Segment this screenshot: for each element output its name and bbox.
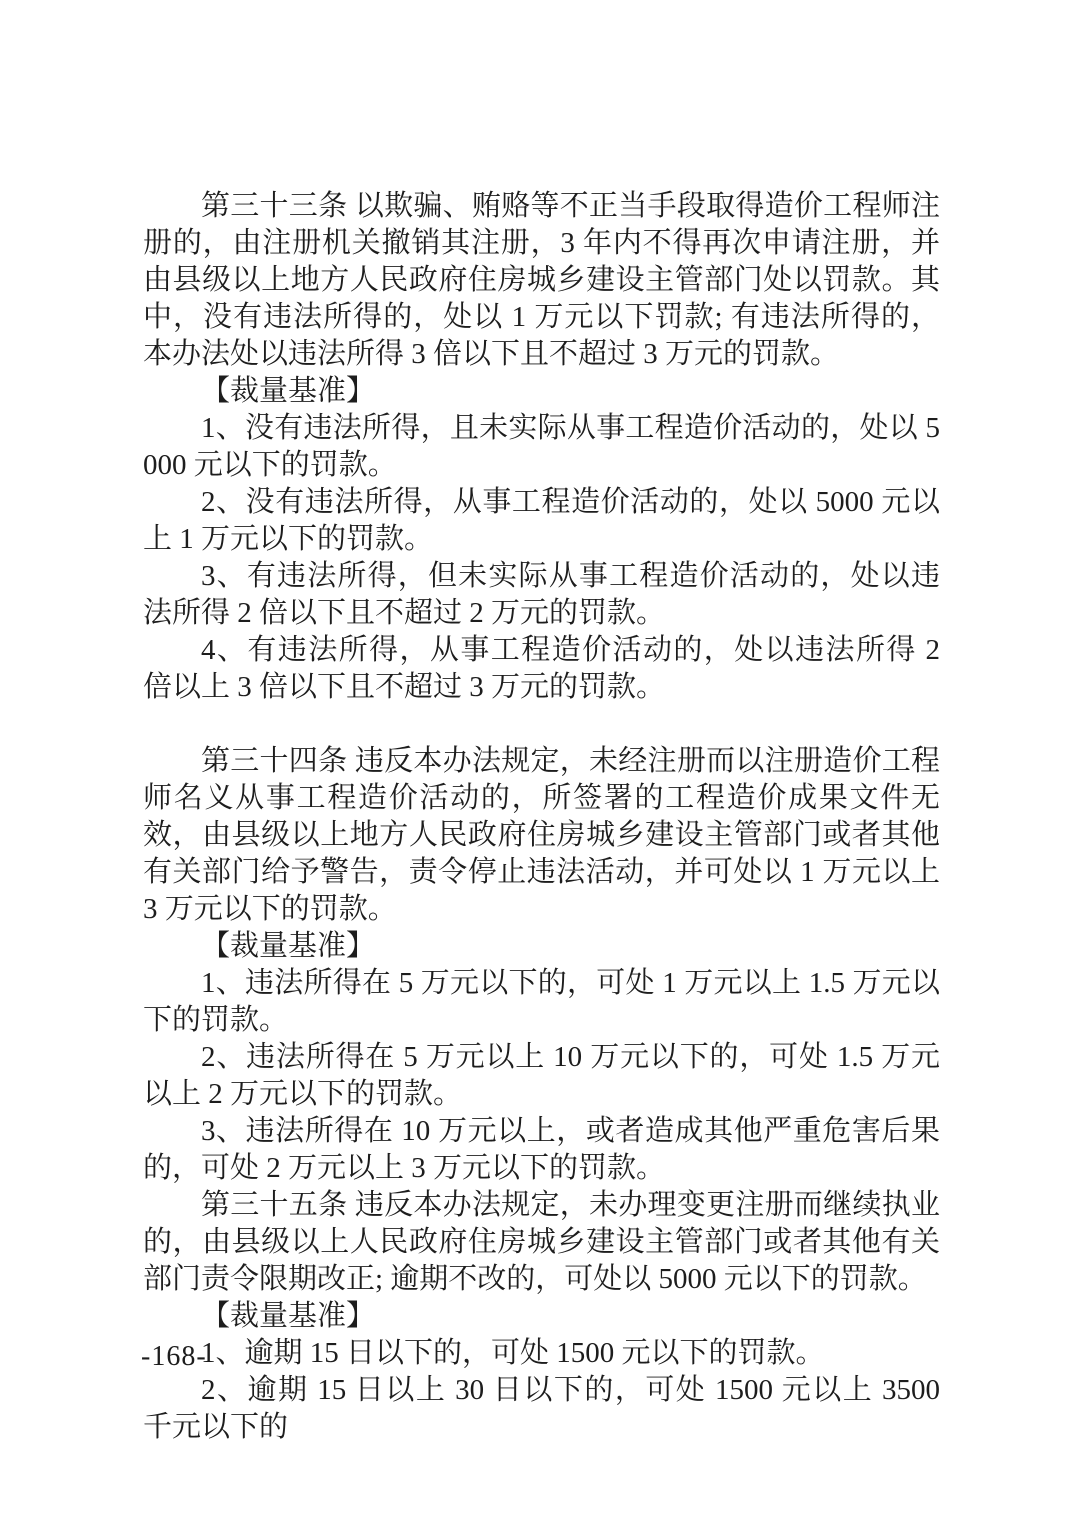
discretion-standard-heading-3: 【裁量基准】 — [201, 1300, 376, 1332]
discretion-item: 3、有违法所得，但未实际从事工程造价活动的，处以违法所得 2 倍以下且不超过 2 万元的罚款。 — [143, 560, 940, 629]
discretion-standard-heading-2: 【裁量基准】 — [201, 930, 376, 962]
discretion-standard-heading-1: 【裁量基准】 — [201, 375, 376, 407]
article-35-paragraph: 第三十五条 违反本办法规定，未办理变更注册而继续执业的，由县级以上人民政府住房城乡建设主管部门或者其他有关部门责令限期改正; 逾期不改的，可处以 5000 元以下的罚款。 — [143, 1189, 940, 1295]
article-34-paragraph: 第三十四条 违反本办法规定，未经注册而以注册造价工程师名义从事工程造价活动的，所签署的工程造价成果文件无效，由县级以上地方人民政府住房城乡建设主管部门或者其他有关部门给予警告，责令停止违法活动，并可处以 1 万元以上 3 万元以下的罚款。 — [143, 745, 940, 925]
discretion-item: 2、逾期 15 日以上 30 日以下的，可处 1500 元以上 3500 千元以下的 — [143, 1374, 940, 1443]
discretion-item: 2、违法所得在 5 万元以上 10 万元以下的，可处 1.5 万元以上 2 万元以下的罚款。 — [143, 1041, 940, 1110]
discretion-item: 1、没有违法所得，且未实际从事工程造价活动的，处以 5000 元以下的罚款。 — [143, 412, 940, 481]
discretion-item: 1、违法所得在 5 万元以下的，可处 1 万元以上 1.5 万元以下的罚款。 — [143, 967, 940, 1036]
discretion-item: 3、违法所得在 10 万元以上，或者造成其他严重危害后果的，可处 2 万元以上 3 万元以下的罚款。 — [143, 1115, 940, 1184]
article-33-paragraph: 第三十三条 以欺骗、贿赂等不正当手段取得造价工程师注册的，由注册机关撤销其注册，3 年内不得再次申请注册，并由县级以上地方人民政府住房城乡建设主管部门处以罚款。其中，没有违法所得的，处以 1 万元以下罚款; 有违法所得的，本办法处以违法所得 3 倍以下且不超过 3 万元的罚款。 — [143, 190, 940, 370]
page-number: -168- — [141, 1341, 207, 1372]
discretion-item: 4、有违法所得，从事工程造价活动的，处以违法所得 2 倍以上 3 倍以下且不超过 3 万元的罚款。 — [143, 634, 940, 703]
discretion-item: 2、没有违法所得，从事工程造价活动的，处以 5000 元以上 1 万元以下的罚款。 — [143, 486, 940, 555]
text-block — [143, 188, 940, 1446]
discretion-item: 1、逾期 15 日以下的，可处 1500 元以下的罚款。 — [201, 1337, 825, 1369]
